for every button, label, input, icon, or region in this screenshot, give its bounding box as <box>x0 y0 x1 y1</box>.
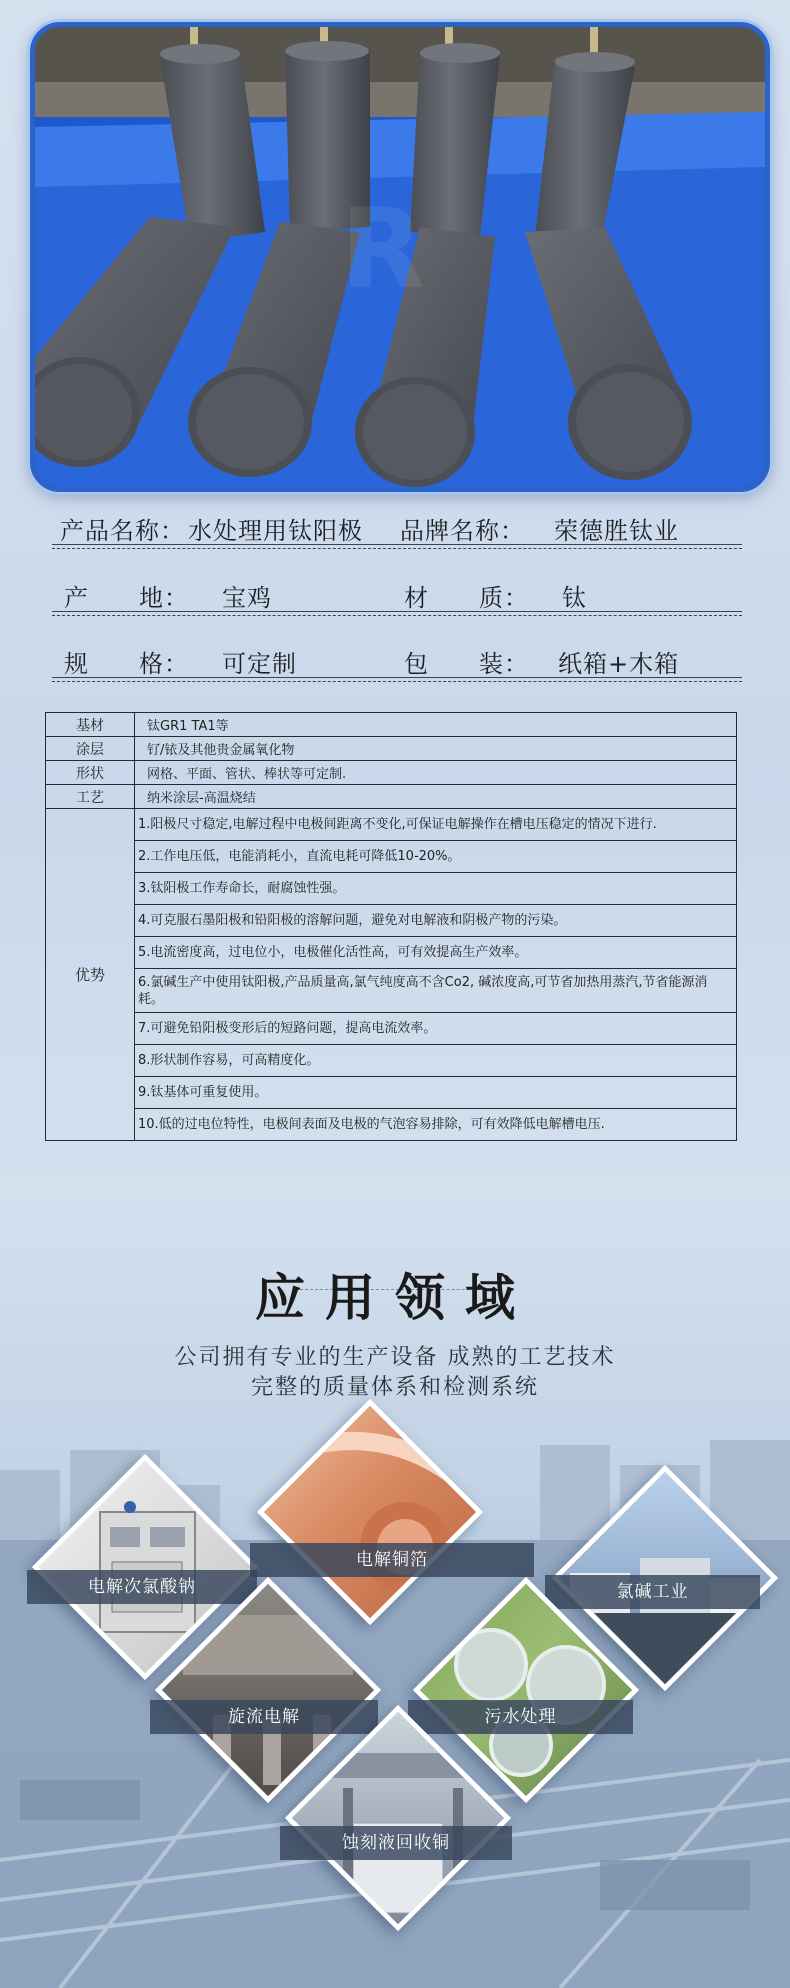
advantages-key: 优势 <box>46 809 135 1141</box>
origin-value: 宝鸡 <box>222 584 272 612</box>
table-key: 涂层 <box>46 737 135 761</box>
advantage-item: 1.阳极尺寸稳定,电解过程中电极间距离不变化,可保证电解操作在槽电压稳定的情况下进行. <box>135 809 737 841</box>
table-key: 形状 <box>46 761 135 785</box>
section-subtitle-line2: 完整的质量体系和检测系统 <box>250 1375 539 1400</box>
app-label-wastewater: 污水处理 <box>408 1700 633 1734</box>
advantage-item: 3.钛阳极工作寿命长，耐腐蚀性强。 <box>135 873 737 905</box>
table-row <box>46 809 737 841</box>
hero-product-photo <box>30 22 770 492</box>
app-label-sodium-hypochlorite: 电解次氯酸钠 <box>27 1570 257 1604</box>
info-row-spec-package <box>52 638 742 682</box>
section-title: 应用领域 <box>255 1268 535 1327</box>
table-row <box>46 937 737 969</box>
table-row <box>46 1077 737 1109</box>
table-key: 基材 <box>46 713 135 737</box>
brand-value: 荣德胜钛业 <box>554 517 679 545</box>
spec-table <box>45 712 737 1141</box>
table-row <box>46 713 737 737</box>
table-row <box>46 761 737 785</box>
package-label: 包 装： <box>404 650 529 678</box>
table-row <box>46 969 737 1013</box>
table-value: 纳米涂层-高温烧结 <box>135 785 737 809</box>
app-label-chlor-alkali: 氯碱工业 <box>545 1575 760 1609</box>
table-row <box>46 737 737 761</box>
table-row <box>46 785 737 809</box>
table-row <box>46 905 737 937</box>
advantage-item: 4.可克服石墨阳极和铅阳极的溶解问题，避免对电解液和阴极产物的污染。 <box>135 905 737 937</box>
table-row <box>46 1013 737 1045</box>
divider <box>52 544 742 549</box>
table-key: 工艺 <box>46 785 135 809</box>
package-value: 纸箱+木箱 <box>558 650 680 678</box>
brand-label: 品牌名称： <box>400 517 525 545</box>
app-label-copper-foil: 电解铜箔 <box>250 1543 534 1577</box>
info-row-origin-material <box>52 572 742 616</box>
table-row <box>46 873 737 905</box>
divider <box>52 677 742 682</box>
product-name-label: 产品名称： <box>60 517 185 545</box>
app-label-etchant-copper-recovery: 蚀刻液回收铜 <box>280 1826 512 1860</box>
material-label: 材 质： <box>404 584 529 612</box>
spec-label: 规 格： <box>64 650 189 678</box>
table-row <box>46 1045 737 1077</box>
table-value: 钛GR1 TA1等 <box>135 713 737 737</box>
advantage-item: 8.形状制作容易，可高精度化。 <box>135 1045 737 1077</box>
material-value: 钛 <box>562 584 587 612</box>
product-name-value: 水处理用钛阳极 <box>188 517 363 545</box>
advantage-item: 10.低的过电位特性，电极间表面及电极的气泡容易排除，可有效降低电解槽电压. <box>135 1109 737 1141</box>
section-subtitle-line1: 公司拥有专业的生产设备 成熟的工艺技术 <box>174 1345 616 1370</box>
advantage-item: 9.钛基体可重复使用。 <box>135 1077 737 1109</box>
table-value: 网格、平面、管状、棒状等可定制. <box>135 761 737 785</box>
advantage-item: 7.可避免铅阳极变形后的短路问题，提高电流效率。 <box>135 1013 737 1045</box>
table-row <box>46 1109 737 1141</box>
titanium-anode-rods-image <box>35 27 765 487</box>
app-label-cyclone-electrolysis: 旋流电解 <box>150 1700 378 1734</box>
divider <box>52 611 742 616</box>
svg-text:R: R <box>340 185 425 313</box>
origin-label: 产 地： <box>64 584 189 612</box>
table-value: 钌/铱及其他贵金属氧化物 <box>135 737 737 761</box>
spec-value: 可定制 <box>222 650 297 678</box>
advantage-item: 5.电流密度高，过电位小，电极催化活性高，可有效提高生产效率。 <box>135 937 737 969</box>
info-row-name-brand <box>52 505 742 549</box>
advantage-item: 6.氯碱生产中使用钛阳极,产品质量高,氯气纯度高不含Co2, 碱浓度高,可节省加热用蒸汽,节省能源消耗。 <box>135 969 737 1013</box>
advantage-item: 2.工作电压低，电能消耗小，直流电耗可降低10-20%。 <box>135 841 737 873</box>
table-row <box>46 841 737 873</box>
